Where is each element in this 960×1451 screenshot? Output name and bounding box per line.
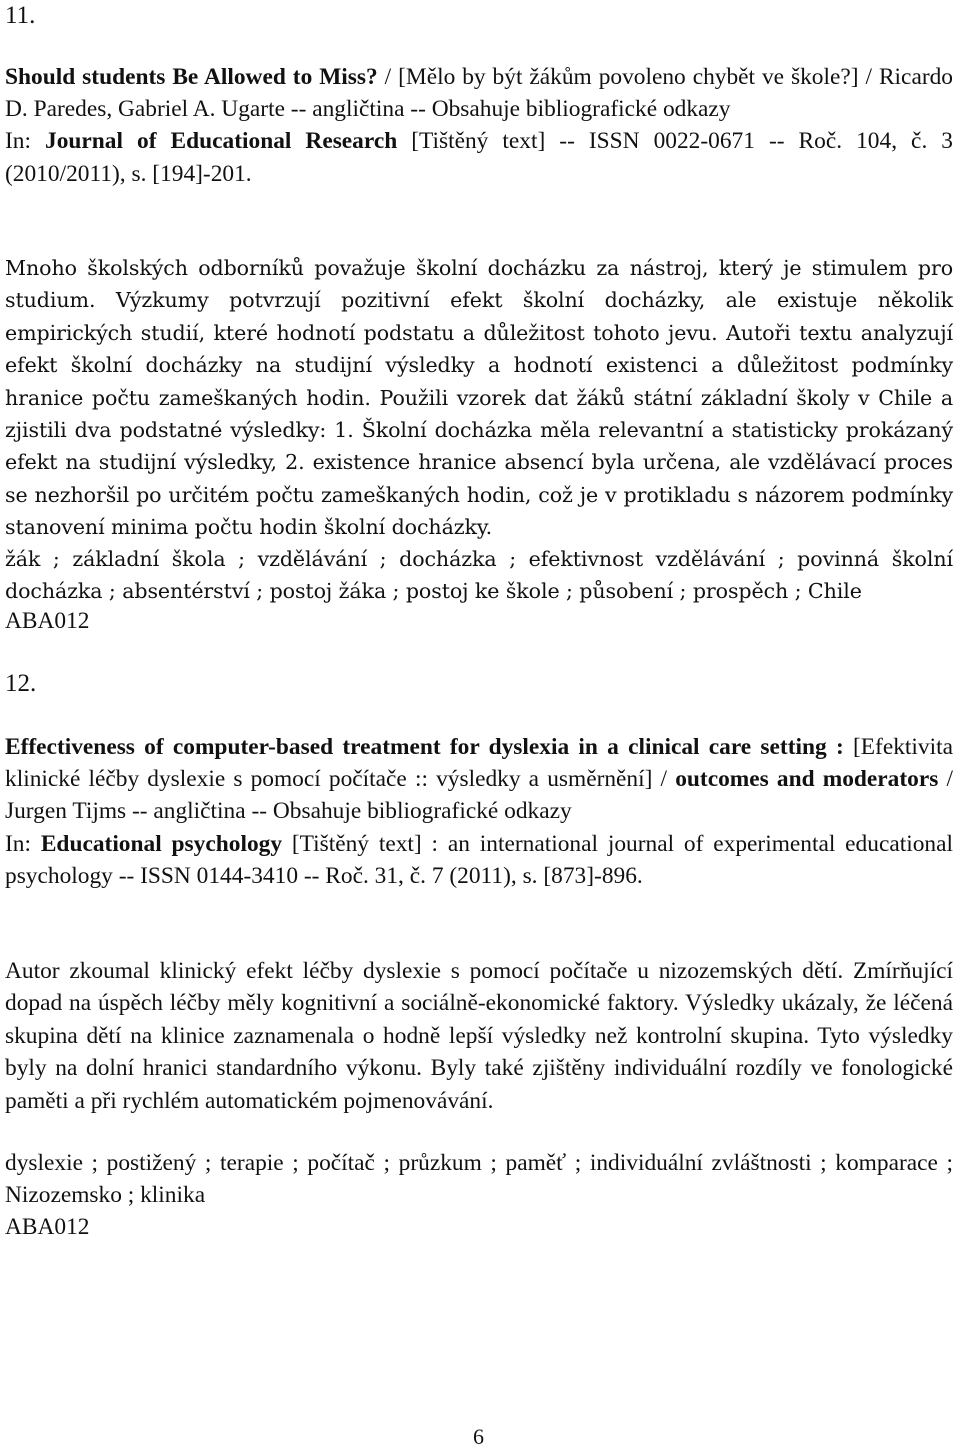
journal-title: Educational psychology [40, 830, 283, 857]
entry-title: Should students Be Allowed to Miss? [5, 64, 378, 90]
journal-details: [Tištěný text] : an international journal of experimental educational psychology -- ISSN 0144-3410 -- Roč. 31, č. 7 (2011), s. [873]-896. [5, 830, 953, 889]
entry-subtitle: outcomes and moderators [675, 766, 939, 793]
entry-number: 12. [5, 670, 37, 697]
entry-title: Effectiveness of computer-based treatment for dyslexia in a clinical care setting : [5, 734, 844, 760]
entry-code: ABA012 [5, 1214, 90, 1240]
entry-title-translation: [Efektivita klinické léčby dyslexie s pomocí počítače :: výsledky a usměrnění] / [5, 734, 953, 793]
entry-keywords: žák ; základní škola ; vzdělávání ; docházka ; efektivnost vzdělávání ; povinná školní docházka ; absentérství ; postoj žáka ; postoj ke škole ; působení ; prospěch ; Chile [5, 547, 953, 604]
entry-keywords: dyslexie ; postižený ; terapie ; počítač ; průzkum ; paměť ; individuální zvláštnosti ; komparace ; Nizozemsko ; klinika [5, 1150, 953, 1209]
page-number: 6 [473, 1424, 484, 1449]
entry-code: ABA012 [5, 608, 90, 634]
entry-abstract: Mnoho školských odborníků považuje školní docházku za nástroj, který je stimulem pro studium. Výzkumy potvrzují pozitivní efekt školní docházky, ale existuje několik empirických studií, které hodnotí podstatu a důležitost tohoto jevu. Autoři textu analyzují efekt školní docházky na studijní výsledky a hodnotí existenci a důležitost podmínky hranice počtu zameškaných hodin. Použili vzorek dat žáků státní základní školy v Chile a zjistili dva podstatné výsledky: 1. Školní docházka měla relevantní a statisticky prokázaný efekt na studijní výsledky, 2. existence hranice absencí byla určena, ale vzdělávací proces se nezhoršil po určitém počtu zameškaných hodin, což je v protikladu s názorem podmínky stanovení minima počtu hodin školní docházky. [5, 256, 953, 540]
in-prefix: In: [5, 128, 46, 155]
entry-abstract: Autor zkoumal klinický efekt léčby dyslexie s pomocí počítače u nizozemských dětí. Zmírňující dopad na úspěch léčby měly kognitivní a sociálně-ekonomické faktory. Výsledky ukázaly, že léčená skupina dětí na klinice zaznamenala o hodně lepší výsledky než kontrolní skupina. Tyto výsledky byly na dolní hranici standardního výkonu. Byly také zjištěny individuální rozdíly ve fonologické paměti a při rychlém automatickém pojmenovávání. [5, 958, 953, 1114]
entry-title-details: / Jurgen Tijms -- angličtina -- Obsahuje bibliografické odkazy [5, 766, 953, 825]
entry-title-details: / [Mělo by být žákům povoleno chybět ve škole?] / Ricardo D. Paredes, Gabriel A. Ugarte -- angličtina -- Obsahuje bibliografické odkazy [5, 64, 953, 123]
journal-title: Journal of Educational Research [45, 128, 398, 155]
journal-details: [Tištěný text] -- ISSN 0022-0671 -- Roč. 104, č. 3 (2010/2011), s. [194]-201. [5, 128, 954, 187]
entry-citation [5, 731, 953, 892]
in-prefix: In: [5, 830, 41, 857]
entry-citation [5, 61, 953, 190]
entry-number: 11. [5, 2, 36, 29]
